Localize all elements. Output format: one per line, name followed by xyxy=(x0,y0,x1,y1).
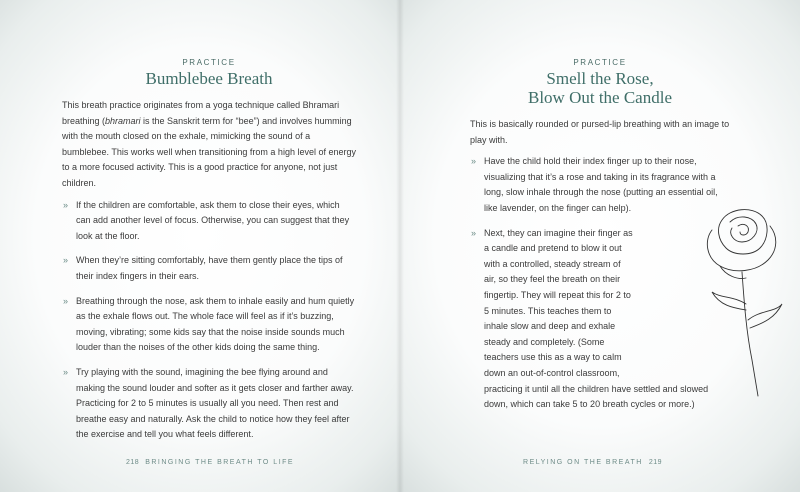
list-item-text: Next, they can imagine their finger as a candle and pretend to blow it out with a controlled, steady stream of air, so they feel the breath on their fingertip. They will repeat this for 2 to 5 minutes. This teaches them to inhale slow and deep and exhale steady and completely. (Some teachers use this as a way to calm down an out-of-control classroom, practicing it until all the children have settled and slowed down, which can take 5 to 20 breath cycles or more.) xyxy=(484,227,709,410)
right-page-number: 219 xyxy=(648,459,662,466)
rose-illustration xyxy=(690,200,790,400)
list-item xyxy=(62,365,356,443)
right-page xyxy=(400,0,800,492)
left-running-head: BRINGING THE BREATH TO LIFE xyxy=(145,459,295,466)
list-item xyxy=(62,294,356,356)
right-intro: This is basically rounded or pursed-lip breathing with an image to play with. xyxy=(470,119,730,145)
left-kicker: PRACTICE xyxy=(182,58,236,67)
right-running-head: RELYING ON THE BREATH xyxy=(523,459,643,466)
left-page-number: 218 xyxy=(126,459,140,466)
bullet-marker: » xyxy=(63,295,69,306)
list-item-text: When they’re sitting comfortably, have them gently place the tips of their index fingers in their ears. xyxy=(76,255,343,281)
bullet-marker: » xyxy=(63,199,69,210)
right-title-line2: Blow Out the Candle xyxy=(527,88,672,107)
list-item-text: Have the child hold their index finger up to their nose, visualizing that it’s a rose and taking in its fragrance with a long, slow inhale through the nose (putting an essential oil, like lavender, on the finger can help). xyxy=(484,156,718,213)
bullet-marker: » xyxy=(63,366,69,377)
left-title: Bumblebee Breath xyxy=(145,69,273,88)
list-item xyxy=(62,198,356,245)
left-folio xyxy=(120,459,294,466)
bullet-marker: » xyxy=(471,156,477,167)
list-item-text: Try playing with the sound, imagining the bee flying around and making the sound louder and softer as it gets closer and farther away. Practicing for 2 to 5 minutes is usually all you need. Then rest and breathe easy and naturally. Ask the child to notice how they feel after the exercise and tell you what feels different. xyxy=(76,366,354,440)
list-item-text: If the children are comfortable, ask them to close their eyes, which can add another level of focus. Otherwise, you can suggest that they look at the floor. xyxy=(76,199,350,241)
left-bullet-list xyxy=(62,198,356,443)
left-intro-b: is the Sanskrit term for “bee”) and involves humming with the mouth closed on the exhale, mimicking the sound of a bumblebee. This works well when transitioning from a high level of energy to a more focused activity. This is a good practice for anyone, not just children. xyxy=(62,115,356,188)
right-folio xyxy=(523,459,668,466)
left-intro xyxy=(62,98,356,192)
list-item-text: Breathing through the nose, ask them to inhale easily and hum quietly as the exhale flows out. The whole face will feel as if it’s buzzing, moving, vibrating; some kids say that the noise inside sounds much louder than the noises of the other kids doing the same thing. xyxy=(76,295,355,353)
list-item xyxy=(62,253,356,284)
right-title xyxy=(470,69,730,107)
left-intro-em: bhramari xyxy=(105,115,141,126)
book-gutter xyxy=(396,0,404,492)
right-kicker: PRACTICE xyxy=(573,58,627,67)
left-intro-a: This breath practice originates from a yoga technique called Bhramari breathing ( xyxy=(62,100,340,126)
bullet-marker: » xyxy=(63,255,69,266)
right-title-line1: Smell the Rose, xyxy=(546,69,654,88)
bullet-marker: » xyxy=(471,227,477,238)
